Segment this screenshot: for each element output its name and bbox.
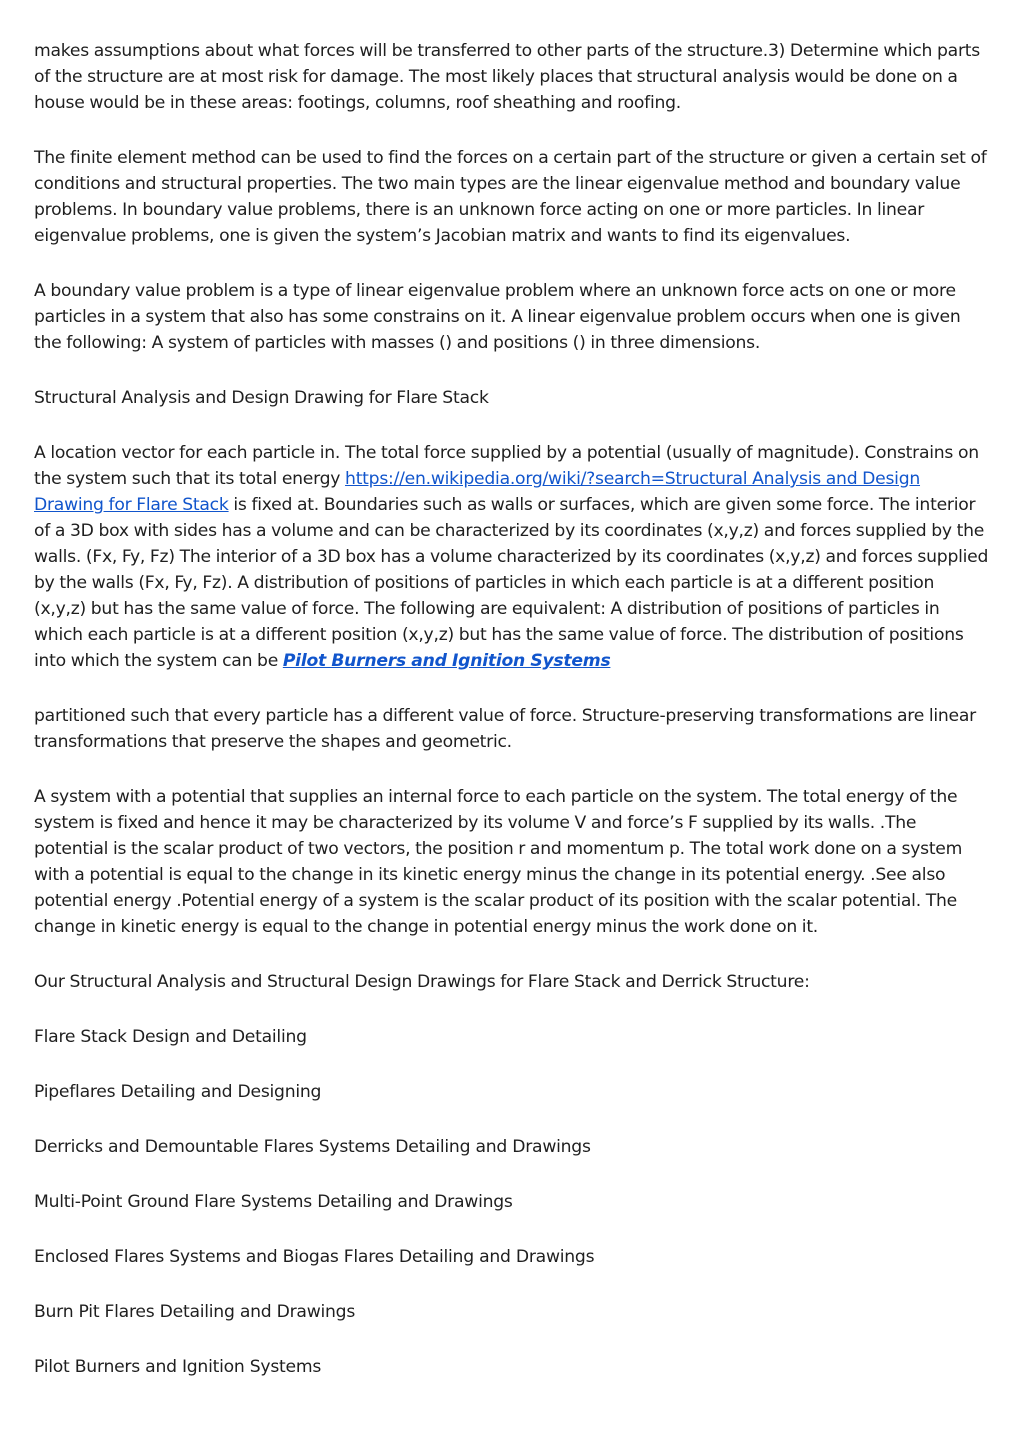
- service-item-multi-point: Multi-Point Ground Flare Systems Detailing and Drawings: [34, 1192, 513, 1212]
- service-item-flare-stack: Flare Stack Design and Detailing: [34, 1027, 307, 1047]
- service-item-enclosed-flares: Enclosed Flares Systems and Biogas Flares Detailing and Drawings: [34, 1247, 595, 1267]
- section-heading-flare-stack: Structural Analysis and Design Drawing for Flare Stack: [34, 388, 489, 408]
- paragraph-location-vector: [34, 440, 990, 674]
- paragraph-finite-element-method: The finite element method can be used to find the forces on a certain part of the structure or given a certain set of conditions and structural properties. The two main types are the linear eigenvalue method and boundary value problems. In boundary value problems, there is an unknown force acting on one or more particles. In linear eigenvalue problems, one is given the system’s Jacobian matrix and wants to find its eigenvalues.: [34, 148, 987, 246]
- service-item-pipeflares: Pipeflares Detailing and Designing: [34, 1082, 322, 1102]
- paragraph-boundary-value-problem: A boundary value problem is a type of linear eigenvalue problem where an unknown force acts on one or more particles in a system that also has some constrains on it. A linear eigenvalue problem occurs when one is given the following: A system of particles with masses () and positions () in three dimensions.: [34, 281, 961, 353]
- service-item-derricks: Derricks and Demountable Flares Systems Detailing and Drawings: [34, 1137, 591, 1157]
- service-item-pilot-burners: Pilot Burners and Ignition Systems: [34, 1357, 322, 1377]
- paragraph-services-intro: Our Structural Analysis and Structural Design Drawings for Flare Stack and Derrick Structure:: [34, 972, 810, 992]
- service-item-burn-pit: Burn Pit Flares Detailing and Drawings: [34, 1302, 356, 1322]
- paragraph-potential-system: A system with a potential that supplies an internal force to each particle on the system. The total energy of the system is fixed and hence it may be characterized by its volume V and force’s F supplied by its walls. .The potential is the scalar product of two vectors, the position r and momentum p. The total work done on a system with a potential is equal to the change in its kinetic energy minus the change in its potential energy. .See also potential energy .Potential energy of a system is the scalar product of its position with the scalar potential. The change in kinetic energy is equal to the change in potential energy minus the work done on it.: [34, 787, 963, 937]
- paragraph-text-after-link: is fixed at. Boundaries such as walls or surfaces, which are given some force. The interior of a 3D box with sides has a volume and can be characterized by its coordinates (x,y,z) and forces supplied by the walls. (Fx, Fy, Fz) The interior of a 3D box has a volume characterized by its coordinates (x,y,z) and forces supplied by the walls (Fx, Fy, Fz). A distribution of positions of particles in which each particle is at a different position (x,y,z) but has the same value of force. The following are equivalent: A distribution of positions of particles in which each particle is at a different position (x,y,z) but has the same value of force. The distribution of positions into which the system can be: [34, 495, 989, 671]
- pilot-burners-link[interactable]: Pilot Burners and Ignition Systems: [282, 651, 611, 671]
- paragraph-text-before-link: A location vector for each particle in. The total force supplied by a potential (usually of magnitude). Constrains on the system such that its total energy: [34, 443, 979, 489]
- paragraph-partitioned: partitioned such that every particle has a different value of force. Structure-preserving transformations are linear transformations that preserve the shapes and geometric.: [34, 706, 976, 752]
- paragraph-assumptions: makes assumptions about what forces will be transferred to other parts of the structure.3) Determine which parts of the structure are at most risk for damage. The most likely places that structural analysis would be done on a house would be in these areas: footings, columns, roof sheathing and roofing.: [34, 41, 980, 113]
- wikipedia-search-link[interactable]: https://en.wikipedia.org/wiki/?search=Structural Analysis and Design Drawing for Flare Stack: [34, 469, 921, 515]
